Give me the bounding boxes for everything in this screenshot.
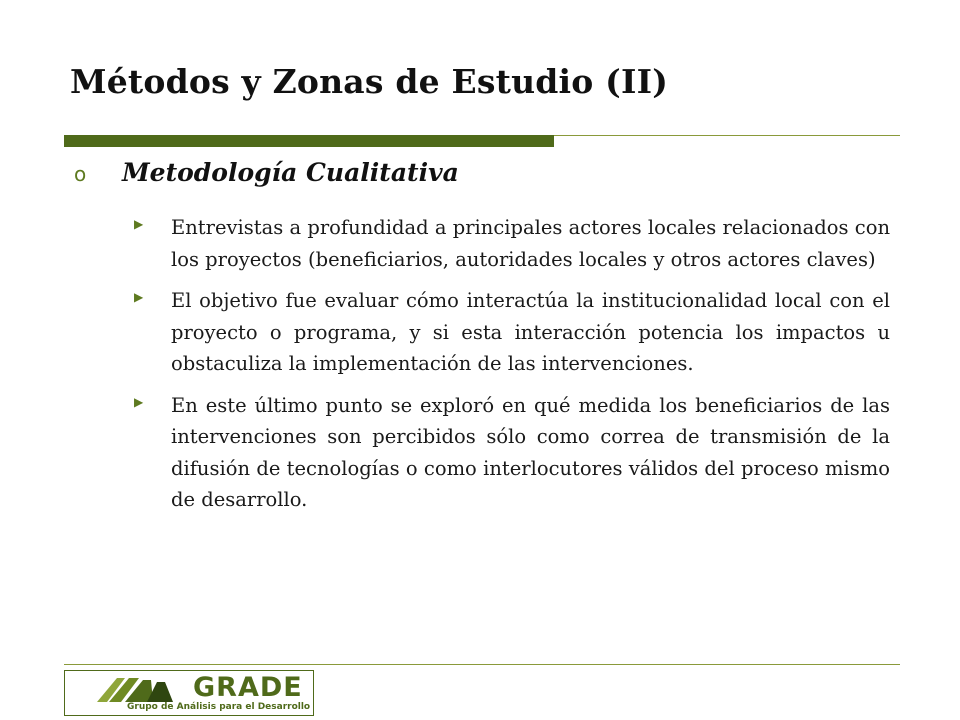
- list-item-text: El objetivo fue evaluar cómo interactúa la institucionalidad local con el proyecto o programa, y si esta interacción potencia los impactos u obstaculiza la implementación de las intervenciones.: [171, 289, 890, 375]
- footer-divider-line: [64, 664, 900, 665]
- grade-logo-mark-icon: [95, 674, 187, 704]
- list-item-text: Entrevistas a profundidad a principales actores locales relacionados con los proyectos (beneficiarios, autoridades locales y otros actores claves): [171, 216, 890, 271]
- logo-wordmark: GRADE: [193, 672, 303, 703]
- title-accent-bar: [64, 135, 554, 147]
- right-triangle-icon: ▶: [134, 394, 144, 409]
- circle-bullet-icon: o: [74, 162, 87, 186]
- list-item-text: En este último punto se exploró en qué medida los beneficiarios de las intervenciones son percibidos sólo como correa de transmisión de la difusión de tecnologías o como interlocutores válidos del proceso mismo de desarrollo.: [171, 393, 890, 511]
- section-heading: Metodología Cualitativa: [122, 158, 459, 187]
- right-triangle-icon: ▶: [134, 217, 144, 231]
- list-item: [134, 285, 890, 380]
- right-triangle-icon: ▶: [134, 290, 144, 304]
- bullet-list: [134, 212, 890, 526]
- grade-logo: [64, 670, 314, 716]
- slide-title: Métodos y Zonas de Estudio (II): [70, 62, 669, 101]
- list-item: [134, 212, 890, 275]
- list-item: [134, 390, 890, 516]
- logo-tagline: Grupo de Análisis para el Desarrollo: [127, 702, 311, 712]
- section-heading-row: [74, 158, 459, 187]
